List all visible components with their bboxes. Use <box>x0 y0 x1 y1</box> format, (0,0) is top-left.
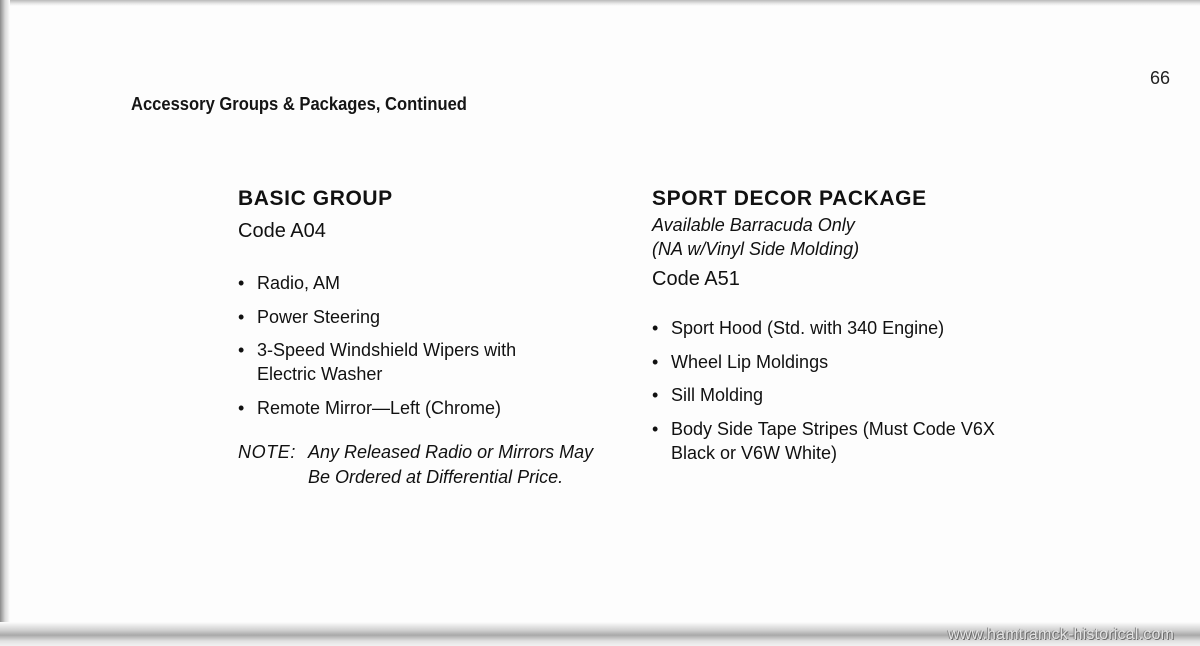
list-item <box>652 417 1031 465</box>
basic-group-list <box>238 271 618 420</box>
sport-decor-section <box>652 185 1072 474</box>
note-text: Any Released Radio or Mirrors May Be Ordered at Differential Price. <box>308 441 594 487</box>
bullet-icon: • <box>238 306 245 327</box>
list-item <box>652 350 1072 374</box>
sport-decor-code: Code A51 <box>652 268 740 290</box>
list-item-text: Sill Molding <box>671 385 764 405</box>
list-item-text: 3-Speed Windshield Wipers with Electric Washer <box>257 340 517 384</box>
page-top-edge <box>0 0 1200 6</box>
bullet-icon: • <box>238 397 245 418</box>
bullet-icon: • <box>652 418 659 439</box>
basic-group-code: Code A04 <box>238 220 326 242</box>
watermark: www.hamtramck-historical.com <box>948 626 1175 643</box>
list-item <box>238 271 618 295</box>
list-item-text: Remote Mirror—Left (Chrome) <box>257 397 502 418</box>
bullet-icon: • <box>652 385 659 405</box>
list-item <box>652 316 1072 340</box>
note-label: NOTE: <box>238 441 297 462</box>
bullet-icon: • <box>238 340 245 360</box>
list-item <box>238 305 618 329</box>
list-item-text: Sport Hood (Std. with 340 Engine) <box>671 318 945 338</box>
list-item <box>238 396 618 420</box>
list-item-text: Wheel Lip Moldings <box>671 351 829 372</box>
list-item <box>238 338 547 386</box>
page-number: 66 <box>1150 68 1171 88</box>
list-item <box>652 383 1072 407</box>
list-item-text: Radio, AM <box>257 273 341 293</box>
bullet-icon: • <box>652 351 659 372</box>
basic-group-title: BASIC GROUP <box>238 187 393 210</box>
note <box>238 440 618 490</box>
page-binding-edge <box>0 0 10 646</box>
availability-line-1: Available Barracuda Only <box>652 215 855 235</box>
sport-decor-title: SPORT DECOR PACKAGE <box>652 187 927 210</box>
section-header: Accessory Groups & Packages, Continued <box>131 94 467 114</box>
sport-decor-list <box>652 316 1072 465</box>
bullet-icon: • <box>652 318 659 338</box>
bullet-icon: • <box>238 273 245 293</box>
basic-group-section <box>238 185 618 490</box>
availability-line-2: (NA w/Vinyl Side Molding) <box>652 239 860 259</box>
list-item-text: Power Steering <box>257 306 381 327</box>
list-item-text: Body Side Tape Stripes (Must Code V6X Black or V6W White) <box>671 418 995 463</box>
